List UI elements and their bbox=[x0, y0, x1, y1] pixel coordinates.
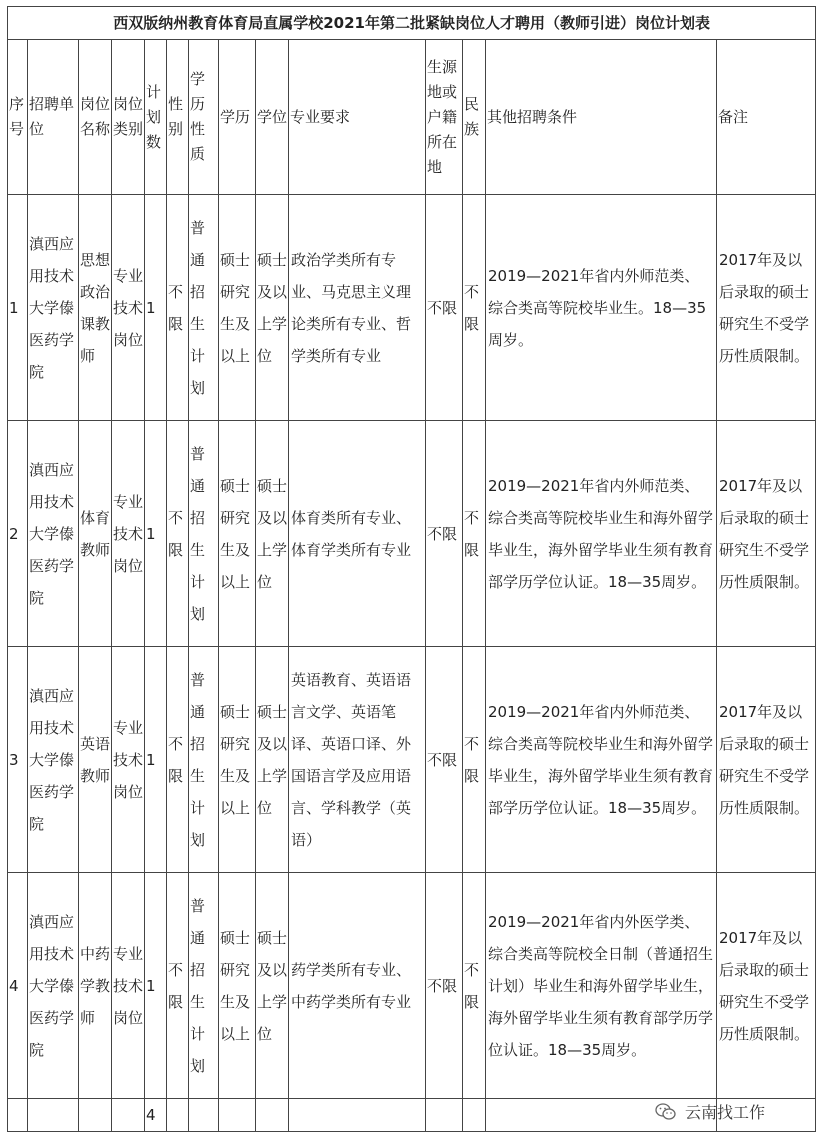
empty-cell bbox=[112, 1099, 145, 1132]
header-origin: 生源地或户籍所在地 bbox=[426, 40, 463, 195]
cell-education: 硕士研究生及以上 bbox=[219, 647, 256, 873]
cell-row-number: 2 bbox=[8, 421, 28, 647]
cell-position: 体育教师 bbox=[79, 421, 112, 647]
cell-position-type: 专业技术岗位 bbox=[112, 647, 145, 873]
cell-major-requirement: 药学类所有专业、中药学类所有专业 bbox=[289, 873, 426, 1099]
cell-remarks: 2017年及以后录取的硕士研究生不受学历性质限制。 bbox=[717, 195, 816, 421]
cell-education-nature: 普通招生计划 bbox=[189, 421, 219, 647]
empty-cell bbox=[189, 1099, 219, 1132]
header-remarks: 备注 bbox=[717, 40, 816, 195]
cell-education-nature: 普通招生计划 bbox=[189, 873, 219, 1099]
wechat-icon bbox=[655, 1102, 677, 1122]
cell-position-type: 专业技术岗位 bbox=[112, 421, 145, 647]
cell-education: 硕士研究生及以上 bbox=[219, 195, 256, 421]
total-count: 4 bbox=[145, 1099, 167, 1132]
cell-position: 中药学教师 bbox=[79, 873, 112, 1099]
cell-remarks: 2017年及以后录取的硕士研究生不受学历性质限制。 bbox=[717, 873, 816, 1099]
cell-education-nature: 普通招生计划 bbox=[189, 195, 219, 421]
cell-origin: 不限 bbox=[426, 873, 463, 1099]
cell-unit: 滇西应用技术大学傣医药学院 bbox=[28, 421, 79, 647]
cell-unit: 滇西应用技术大学傣医药学院 bbox=[28, 195, 79, 421]
header-row-number: 序号 bbox=[8, 40, 28, 195]
cell-education-nature: 普通招生计划 bbox=[189, 647, 219, 873]
table-row bbox=[8, 195, 816, 421]
cell-education: 硕士研究生及以上 bbox=[219, 873, 256, 1099]
header-education-nature: 学历性质 bbox=[189, 40, 219, 195]
cell-origin: 不限 bbox=[426, 647, 463, 873]
header-position: 岗位名称 bbox=[79, 40, 112, 195]
cell-major-requirement: 政治学类所有专业、马克思主义理论类所有专业、哲学类所有专业 bbox=[289, 195, 426, 421]
cell-major-requirement: 体育类所有专业、体育学类所有专业 bbox=[289, 421, 426, 647]
cell-unit: 滇西应用技术大学傣医药学院 bbox=[28, 647, 79, 873]
cell-gender: 不限 bbox=[167, 195, 189, 421]
header-education: 学历 bbox=[219, 40, 256, 195]
cell-ethnicity: 不限 bbox=[463, 421, 486, 647]
header-plan-count: 计划数 bbox=[145, 40, 167, 195]
header-gender: 性别 bbox=[167, 40, 189, 195]
table-row bbox=[8, 421, 816, 647]
table-title: 西双版纳州教育体育局直属学校2021年第二批紧缺岗位人才聘用（教师引进）岗位计划表 bbox=[8, 7, 816, 40]
cell-plan-count: 1 bbox=[145, 421, 167, 647]
cell-row-number: 4 bbox=[8, 873, 28, 1099]
cell-position: 英语教师 bbox=[79, 647, 112, 873]
cell-degree: 硕士及以上学位 bbox=[256, 647, 289, 873]
cell-row-number: 3 bbox=[8, 647, 28, 873]
cell-position-type: 专业技术岗位 bbox=[112, 195, 145, 421]
cell-ethnicity: 不限 bbox=[463, 195, 486, 421]
cell-position: 思想政治课教师 bbox=[79, 195, 112, 421]
cell-other-conditions: 2019—2021年省内外师范类、综合类高等院校毕业生。18—35周岁。 bbox=[486, 195, 717, 421]
empty-cell bbox=[79, 1099, 112, 1132]
header-other-conditions: 其他招聘条件 bbox=[486, 40, 717, 195]
table-row bbox=[8, 647, 816, 873]
empty-cell bbox=[219, 1099, 256, 1132]
watermark-text: 云南找工作 bbox=[685, 1103, 766, 1122]
empty-cell bbox=[28, 1099, 79, 1132]
cell-origin: 不限 bbox=[426, 195, 463, 421]
empty-cell bbox=[8, 1099, 28, 1132]
cell-remarks: 2017年及以后录取的硕士研究生不受学历性质限制。 bbox=[717, 421, 816, 647]
cell-remarks: 2017年及以后录取的硕士研究生不受学历性质限制。 bbox=[717, 647, 816, 873]
cell-gender: 不限 bbox=[167, 647, 189, 873]
cell-ethnicity: 不限 bbox=[463, 647, 486, 873]
cell-row-number: 1 bbox=[8, 195, 28, 421]
header-position-type: 岗位类别 bbox=[112, 40, 145, 195]
header-degree: 学位 bbox=[256, 40, 289, 195]
empty-cell bbox=[426, 1099, 463, 1132]
empty-cell bbox=[463, 1099, 486, 1132]
cell-degree: 硕士及以上学位 bbox=[256, 421, 289, 647]
watermark bbox=[655, 1100, 765, 1123]
cell-plan-count: 1 bbox=[145, 195, 167, 421]
cell-plan-count: 1 bbox=[145, 647, 167, 873]
cell-gender: 不限 bbox=[167, 873, 189, 1099]
cell-gender: 不限 bbox=[167, 421, 189, 647]
empty-cell bbox=[167, 1099, 189, 1132]
empty-cell bbox=[289, 1099, 426, 1132]
header-unit: 招聘单位 bbox=[28, 40, 79, 195]
cell-major-requirement: 英语教育、英语语言文学、英语笔译、英语口译、外国语言学及应用语言、学科教学（英语） bbox=[289, 647, 426, 873]
cell-plan-count: 1 bbox=[145, 873, 167, 1099]
cell-degree: 硕士及以上学位 bbox=[256, 195, 289, 421]
cell-education: 硕士研究生及以上 bbox=[219, 421, 256, 647]
cell-position-type: 专业技术岗位 bbox=[112, 873, 145, 1099]
table-row bbox=[8, 873, 816, 1099]
cell-origin: 不限 bbox=[426, 421, 463, 647]
empty-cell bbox=[256, 1099, 289, 1132]
cell-unit: 滇西应用技术大学傣医药学院 bbox=[28, 873, 79, 1099]
cell-ethnicity: 不限 bbox=[463, 873, 486, 1099]
header-major-requirement: 专业要求 bbox=[289, 40, 426, 195]
recruitment-plan-table bbox=[7, 6, 816, 1132]
cell-other-conditions: 2019—2021年省内外师范类、综合类高等院校毕业生和海外留学毕业生，海外留学毕业生须有教育部学历学位认证。18—35周岁。 bbox=[486, 421, 717, 647]
header-ethnicity: 民族 bbox=[463, 40, 486, 195]
cell-other-conditions: 2019—2021年省内外医学类、综合类高等院校全日制（普通招生计划）毕业生和海外留学毕业生，海外留学毕业生须有教育部学历学位认证。18—35周岁。 bbox=[486, 873, 717, 1099]
cell-degree: 硕士及以上学位 bbox=[256, 873, 289, 1099]
cell-other-conditions: 2019—2021年省内外师范类、综合类高等院校毕业生和海外留学毕业生，海外留学毕业生须有教育部学历学位认证。18—35周岁。 bbox=[486, 647, 717, 873]
